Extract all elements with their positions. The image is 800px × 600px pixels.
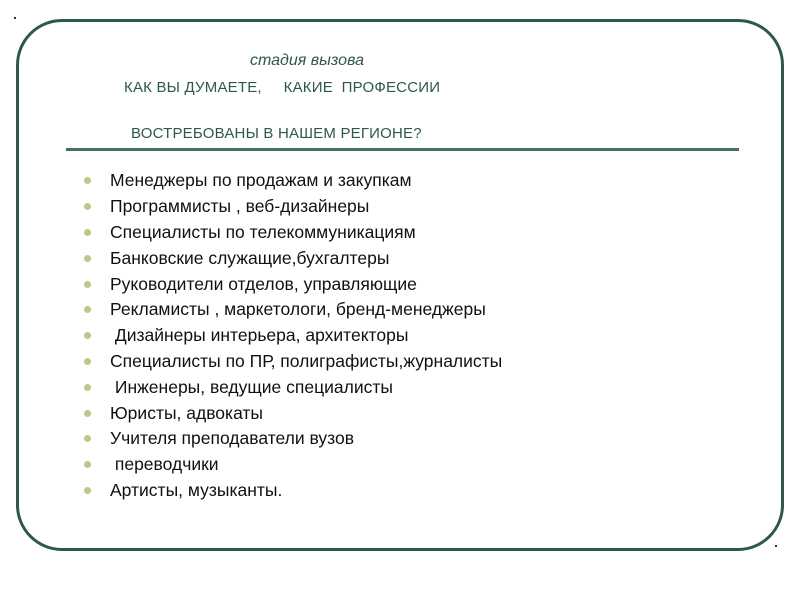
list-item: [84, 323, 502, 349]
list-item-text: Юристы, адвокаты: [110, 402, 264, 423]
bullet-icon: [84, 306, 91, 313]
bullet-icon: [84, 281, 91, 288]
slide-title-line-2: ВОСТРЕБОВАНЫ В НАШЕМ РЕГИОНЕ?: [131, 125, 422, 142]
bullet-icon: [84, 203, 91, 210]
list-item-text: переводчики: [110, 454, 219, 475]
list-item: [84, 220, 502, 246]
list-item: [84, 349, 502, 375]
list-item-text: Менеджеры по продажам и закупкам: [110, 170, 412, 191]
list-item-text: Артисты, музыканты.: [110, 479, 283, 500]
slide-title-line-1: КАК ВЫ ДУМАЕТЕ, КАКИЕ ПРОФЕССИИ: [124, 79, 441, 96]
bullet-icon: [84, 461, 91, 468]
slide-subtitle: стадия вызова: [250, 52, 364, 69]
list-item: [84, 271, 502, 297]
list-item: [84, 478, 502, 504]
bullet-icon: [84, 229, 91, 236]
title-divider: [66, 148, 739, 151]
bullet-icon: [84, 384, 91, 391]
corner-dot: [775, 545, 777, 547]
bullet-icon: [84, 435, 91, 442]
list-item: [84, 400, 502, 426]
list-item-text: Инженеры, ведущие специалисты: [110, 376, 393, 397]
list-item-text: Специалисты по телекоммуникациям: [110, 221, 416, 242]
bullet-icon: [84, 177, 91, 184]
professions-list: [84, 168, 502, 503]
bullet-icon: [84, 255, 91, 262]
list-item: [84, 374, 502, 400]
list-item-text: Рекламисты , маркетологи, бренд-менеджеры: [110, 299, 486, 320]
list-item: [84, 426, 502, 452]
list-item: [84, 245, 502, 271]
list-item: [84, 297, 502, 323]
bullet-icon: [84, 358, 91, 365]
list-item-text: Банковские служащие,бухгалтеры: [110, 247, 390, 268]
list-item: [84, 168, 502, 194]
bullet-icon: [84, 410, 91, 417]
list-item: [84, 194, 502, 220]
bullet-icon: [84, 487, 91, 494]
corner-dot: [14, 17, 16, 19]
list-item-text: Дизайнеры интерьера, архитекторы: [110, 325, 409, 346]
list-item: [84, 452, 502, 478]
list-item-text: Специалисты по ПР, полиграфисты,журналисты: [110, 350, 503, 371]
bullet-icon: [84, 332, 91, 339]
list-item-text: Учителя преподаватели вузов: [110, 428, 355, 449]
list-item-text: Программисты , веб-дизайнеры: [110, 196, 370, 217]
list-item-text: Руководители отделов, управляющие: [110, 273, 417, 294]
